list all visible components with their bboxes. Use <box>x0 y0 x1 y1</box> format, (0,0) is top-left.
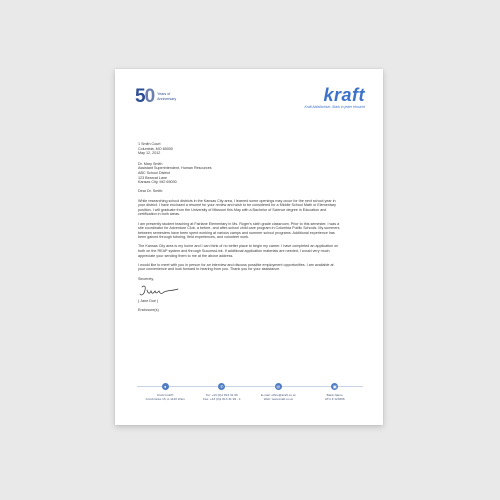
footer-address <box>137 384 194 405</box>
anniversary-logo <box>135 87 176 106</box>
letterhead-page <box>115 69 383 425</box>
anniversary-number <box>135 87 154 106</box>
paragraph-line: The Kansas City area is my home and I can think of no better place to begin my career. I have completed an application on <box>138 244 339 249</box>
footer-line: ATU # 123456 <box>324 397 345 401</box>
phone-icon: ✆ <box>220 384 224 389</box>
paragraph-line: both on the REAP system and through SuccessLink. If additional application materials are needed, I would very much <box>138 249 330 254</box>
paragraph-line: appreciate your sending them to me at the above address. <box>138 253 234 258</box>
anniversary-text <box>157 92 176 101</box>
paragraph-line: I am presently student teaching at Fairlane Elementary in Ms. Roger's sixth grade classroom. Prior to this semester, I was a <box>138 221 340 226</box>
footer-bank <box>307 384 364 405</box>
paragraph-line: I would like to meet with you in person for an interview and discuss possible employment opportunities. I am available at <box>138 262 334 267</box>
signer-name: ( Jane Doe ) <box>138 299 159 304</box>
paragraph-line: While researching school districts in the Kansas City area, I learned some openings may occur for the next school year in <box>138 198 336 203</box>
recipient-line: 123 Bearcat Lane <box>138 175 168 180</box>
paragraph-line: your district. I have enclosed a résumé for your review and wish to be considered for a Middle School Math or Elementary <box>138 203 336 208</box>
recipient-line: Dr. Mary Smith <box>138 161 163 166</box>
paragraph-line: between semesters have been spent working at various camps and summer school programs. Additional experience has <box>138 230 335 235</box>
letter-body <box>138 142 364 313</box>
brand-name: kraft <box>323 85 365 105</box>
paragraph-line: site coordinator for Adventure Club, a before- and after-school child care program in Columbia Public Schools. My summers <box>138 226 340 231</box>
footer-line: Kraft GmbH <box>157 393 174 397</box>
paragraph <box>138 263 364 272</box>
footer-line: Fax: +43 (0)1 813 31 99 - 4 <box>202 397 241 401</box>
letter-date: May 12, 2012 <box>138 151 161 156</box>
anniversary-digit-five: 5 <box>135 86 145 107</box>
kraft-logo <box>304 86 365 109</box>
footer-line: E-mail: office@kraft.co.at <box>260 393 296 397</box>
sender-address <box>138 142 364 156</box>
brand-tagline: Kraft Abfallbrösel, Stark in jeder Hinsicht <box>304 105 365 109</box>
anniversary-digit-zero: 0 <box>144 86 155 107</box>
footer-web <box>250 384 307 405</box>
bank-icon: ▣ <box>332 384 337 389</box>
signature-image <box>138 283 364 299</box>
paragraph <box>138 199 364 217</box>
paragraph <box>138 244 364 258</box>
recipient-address <box>138 162 364 185</box>
footer-contact-bar <box>137 386 363 405</box>
paragraph-line: position. I will graduate from the University of Missouri this May with a Bachelor of Science degree in Education and <box>138 207 327 212</box>
anniversary-line2: Anniversary <box>157 96 177 101</box>
closing: Sincerely, <box>138 276 154 281</box>
sender-line: Columbia, MO 65000 <box>138 146 173 151</box>
anniversary-line1: Years of <box>157 92 171 97</box>
sender-line: 1 Smith Court <box>138 142 161 146</box>
recipient-line: Assistant Superintendent, Human Resources <box>138 166 212 171</box>
enclosure-note: Enclosure(s) <box>138 308 159 313</box>
footer-line: Bank Name <box>326 393 343 397</box>
paragraph <box>138 222 364 240</box>
globe-icon: @ <box>276 384 281 389</box>
salutation: Dear Dr. Smith: <box>138 189 164 194</box>
recipient-line: ABC School District <box>138 170 171 175</box>
footer-line: Arcobrücke 15, A-1130 Wien <box>145 397 185 401</box>
paragraph-line: your convenience and look forward to hearing from you. Thank you for your assistance. <box>138 267 281 272</box>
recipient-line: Kansas City, MO 65000 <box>138 180 177 185</box>
footer-phone <box>194 384 251 405</box>
paragraph-line: certification in both areas. <box>138 212 181 217</box>
paragraph-line: been gained through tutoring, field experiences, and volunteer work. <box>138 235 250 240</box>
footer-line: Tel: +43 (0)1 813 31 99 <box>205 393 238 397</box>
footer-line: Web: www.kraft.co.at <box>263 397 293 401</box>
location-icon: ● <box>162 383 169 390</box>
